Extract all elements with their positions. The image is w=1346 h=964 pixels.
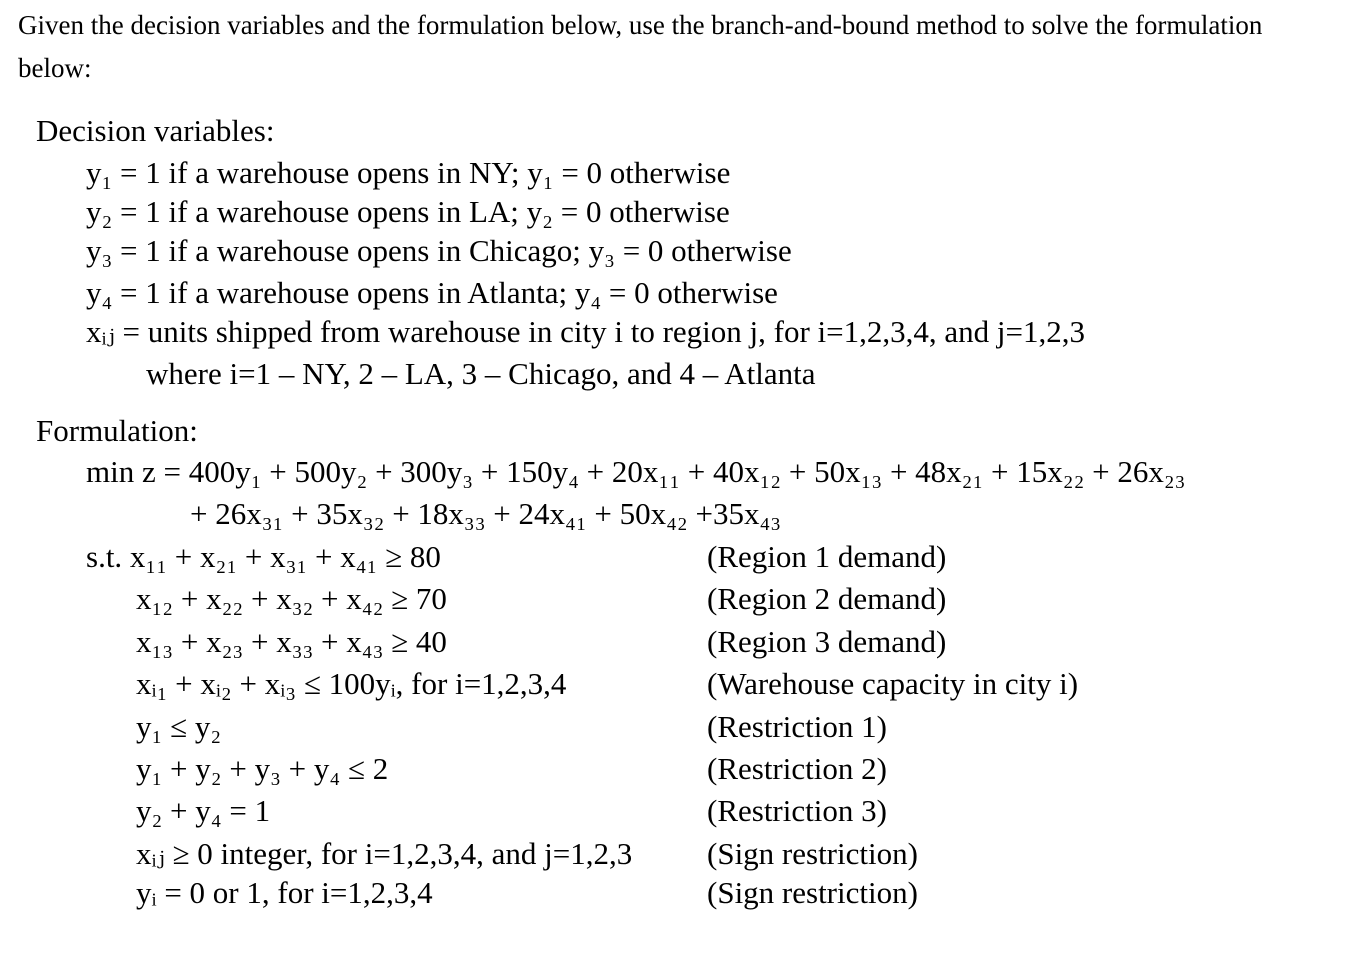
constraint-expr: x₁₂ + x₂₂ + x₃₂ + x₄₂ ≥ 70 — [136, 581, 447, 616]
constraint-label: (Warehouse capacity in city i) — [707, 666, 1079, 701]
constraint-label: (Restriction 1) — [707, 709, 887, 744]
constraint-label: (Region 1 demand) — [707, 539, 947, 574]
constraint-expr: y₁ + y₂ + y₃ + y₄ ≤ 2 — [136, 751, 389, 786]
decision-line-y2: y₂ = 1 if a warehouse opens in LA; y₂ = 0 otherwise — [86, 194, 730, 229]
constraint-expr: yᵢ = 0 or 1, for i=1,2,3,4 — [136, 875, 433, 910]
constraint-label: (Sign restriction) — [707, 875, 918, 910]
constraint-expr: x₁₃ + x₂₃ + x₃₃ + x₄₃ ≥ 40 — [136, 624, 447, 659]
decision-line-y3: y₃ = 1 if a warehouse opens in Chicago; y₃ = 0 otherwise — [86, 233, 792, 268]
decision-line-y4: y₄ = 1 if a warehouse opens in Atlanta; y₄ = 0 otherwise — [86, 275, 778, 310]
constraint-label: (Region 3 demand) — [707, 624, 947, 659]
constraint-label: (Restriction 2) — [707, 751, 887, 786]
decision-line-xij: xᵢⱼ = units shipped from warehouse in city i to region j, for i=1,2,3,4, and j=1,2,3 — [86, 314, 1086, 349]
constraint-expr: y₂ + y₄ = 1 — [136, 793, 271, 828]
constraint-expr: xᵢ₁ + xᵢ₂ + xᵢ₃ ≤ 100yᵢ, for i=1,2,3,4 — [136, 666, 567, 701]
constraint-expr: s.t. x₁₁ + x₂₁ + x₃₁ + x₄₁ ≥ 80 — [86, 539, 441, 574]
constraint-expr: xᵢⱼ ≥ 0 integer, for i=1,2,3,4, and j=1,2,3 — [136, 836, 633, 871]
constraint-label: (Sign restriction) — [707, 836, 918, 871]
constraint-expr: y₁ ≤ y₂ — [136, 709, 222, 744]
objective-line-1: min z = 400y₁ + 500y₂ + 300y₃ + 150y₄ + 20x₁₁ + 40x₁₂ + 50x₁₃ + 48x₂₁ + 15x₂₂ + 26x₂₃ — [86, 454, 1186, 489]
problem-intro: Given the decision variables and the formulation below, use the branch-and-bound method to solve the formulation below: — [18, 10, 1263, 83]
formulation-heading: Formulation: — [36, 413, 198, 448]
constraint-label: (Restriction 3) — [707, 793, 887, 828]
decision-variables-heading: Decision variables: — [36, 113, 275, 148]
objective-line-2: + 26x₃₁ + 35x₃₂ + 18x₃₃ + 24x₄₁ + 50x₄₂ +35x₄₃ — [190, 496, 782, 531]
decision-line-y1: y₁ = 1 if a warehouse opens in NY; y₁ = 0 otherwise — [86, 155, 731, 190]
decision-line-where: where i=1 – NY, 2 – LA, 3 – Chicago, and 4 – Atlanta — [146, 356, 816, 391]
constraint-label: (Region 2 demand) — [707, 581, 947, 616]
